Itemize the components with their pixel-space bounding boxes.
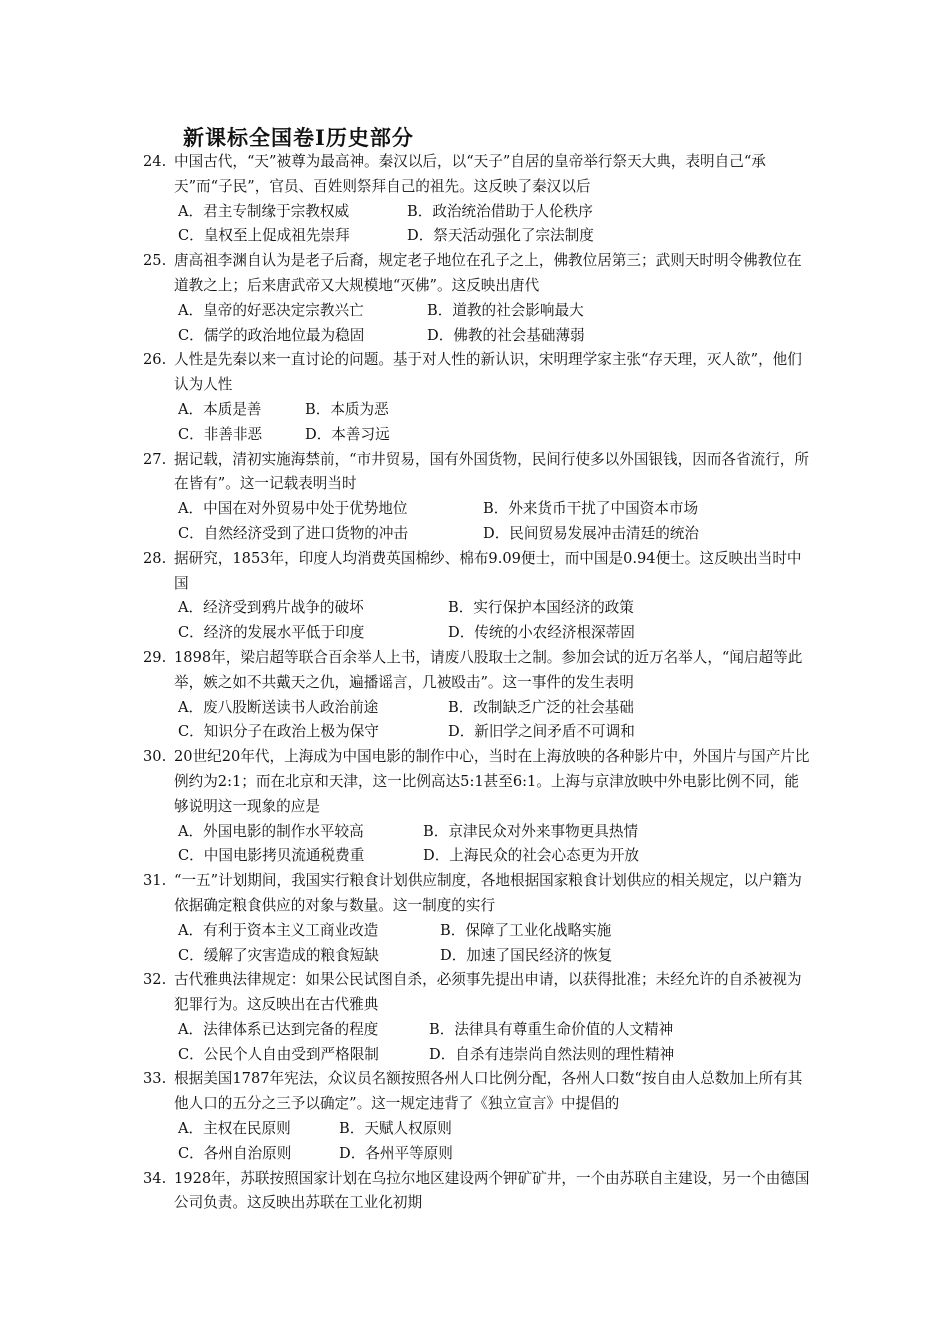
answer-option: A．有利于资本主义工商业改造	[178, 921, 379, 939]
question-stem	[143, 745, 811, 819]
question-item	[143, 547, 811, 646]
answer-option: A．经济受到鸦片战争的破坏	[178, 599, 364, 617]
question-text: 据研究，1853年，印度人均消费英国棉纱、棉布9.09便士，而中国是0.94便士。这反映出当时中国	[174, 549, 802, 592]
answer-option: D．传统的小农经济根深蒂固	[448, 624, 635, 642]
question-stem	[143, 1167, 811, 1217]
answer-option: D．新旧学之间矛盾不可调和	[448, 723, 635, 741]
question-item	[143, 448, 811, 547]
question-text: 根据美国1787年宪法，众议员名额按照各州人口比例分配，各州人口数“按自由人总数加上所有其他人口的五分之三予以确定”。这一规定违背了《独立宣言》中提倡的	[174, 1070, 803, 1113]
question-text: 唐高祖李渊自认为是老子后裔，规定老子地位在孔子之上，佛教位居第三；武则天时明令佛教位在道教之上；后来唐武帝又大规模地“灭佛”。这反映出唐代	[174, 252, 802, 294]
option-row	[143, 497, 811, 522]
question-stem	[143, 869, 811, 919]
question-number: 33.	[143, 1070, 167, 1088]
answer-option: C．儒学的政治地位最为稳固	[178, 326, 365, 344]
question-text: 1898年，梁启超等联合百余举人上书，请废八股取士之制。参加会试的近万名举人，“闻启超等此举，嫉之如不共戴天之仇，遍播谣言，几被殴击”。这一事件的发生表明	[174, 648, 803, 691]
question-number: 25.	[143, 252, 167, 270]
answer-option: D．上海民众的社会心态更为开放	[423, 847, 640, 865]
page-title: 新课标全国卷Ⅰ历史部分	[183, 125, 414, 150]
question-list	[143, 150, 811, 1216]
answer-option: A．皇帝的好恶决定宗教兴亡	[178, 301, 364, 319]
question-stem	[143, 646, 811, 696]
option-row	[143, 596, 811, 621]
answer-option: A．君主专制缘于宗教权威	[178, 202, 350, 220]
question-number: 30.	[143, 748, 167, 766]
option-row	[143, 820, 811, 845]
answer-option: C．公民个人自由受到严格限制	[178, 1045, 379, 1063]
answer-option: A．本质是善	[178, 400, 262, 418]
question-stem	[143, 150, 811, 200]
answer-option: D．各州平等原则	[339, 1144, 453, 1162]
question-number: 28.	[143, 549, 167, 567]
answer-option: B．道教的社会影响最大	[427, 301, 584, 319]
answer-option: A．外国电影的制作水平较高	[178, 822, 364, 840]
question-number: 26.	[143, 351, 167, 369]
answer-option: A．主权在民原则	[178, 1120, 291, 1138]
answer-option: B．实行保护本国经济的政策	[448, 599, 634, 617]
question-text: 中国古代，“天”被尊为最高神。秦汉以后，以“天子”自居的皇帝举行祭天大典，表明自己“承天”而“子民”，官员、百姓则祭拜自己的祖先。这反映了秦汉以后	[174, 153, 766, 195]
answer-option: D．加速了国民经济的恢复	[440, 946, 613, 964]
option-row	[143, 720, 811, 745]
option-row	[143, 224, 811, 249]
answer-option: A．法律体系已达到完备的程度	[178, 1020, 379, 1038]
option-row	[143, 1142, 811, 1167]
answer-option: D．本善习远	[305, 425, 390, 443]
option-row	[143, 398, 811, 423]
question-stem	[143, 448, 811, 498]
answer-option: C．皇权至上促成祖先崇拜	[178, 227, 350, 245]
question-number: 32.	[143, 971, 167, 989]
question-stem	[143, 1067, 811, 1117]
question-number: 27.	[143, 450, 167, 468]
question-item	[143, 1167, 811, 1217]
answer-option: B．改制缺乏广泛的社会基础	[448, 698, 634, 716]
question-item	[143, 249, 811, 348]
option-row	[143, 522, 811, 547]
answer-option: D．自杀有违崇尚自然法则的理性精神	[429, 1045, 675, 1063]
question-item	[143, 745, 811, 869]
answer-option: A．废八股断送读书人政治前途	[178, 698, 379, 716]
answer-option: B．保障了工业化战略实施	[440, 921, 612, 939]
answer-option: D．佛教的社会基础薄弱	[427, 326, 585, 344]
answer-option: A．中国在对外贸易中处于优势地位	[178, 500, 408, 518]
answer-option: D．祭天活动强化了宗法制度	[407, 227, 594, 245]
question-stem	[143, 249, 811, 299]
question-item	[143, 348, 811, 447]
question-text: 1928年，苏联按照国家计划在乌拉尔地区建设两个钾矿矿井，一个由苏联自主建设，另一个由德国公司负责。这反映出苏联在工业化初期	[174, 1169, 810, 1212]
question-stem	[143, 968, 811, 1018]
option-row	[143, 200, 811, 225]
answer-option: D．民间贸易发展冲击清廷的统治	[483, 524, 700, 542]
option-row	[143, 1117, 811, 1142]
question-text: 人性是先秦以来一直讨论的问题。基于对人性的新认识，宋明理学家主张“存天理，灭人欲”，他们认为人性	[174, 351, 802, 394]
option-row	[143, 299, 811, 324]
answer-option: C．自然经济受到了进口货物的冲击	[178, 524, 409, 542]
option-row	[143, 1043, 811, 1068]
question-text: 据记载，清初实施海禁前，“市井贸易，国有外国货物，民间行使多以外国银钱，因而各省流行，所在皆有”。这一记载表明当时	[174, 450, 809, 493]
option-row	[143, 944, 811, 969]
question-number: 31.	[143, 872, 167, 890]
question-item	[143, 646, 811, 745]
option-row	[143, 324, 811, 349]
answer-option: B．法律具有尊重生命价值的人文精神	[429, 1020, 674, 1038]
answer-option: C．缓解了灾害造成的粮食短缺	[178, 946, 379, 964]
answer-option: B．京津民众对外来事物更具热情	[423, 822, 639, 840]
option-row	[143, 844, 811, 869]
question-stem	[143, 348, 811, 398]
answer-option: C．各州自治原则	[178, 1144, 292, 1162]
option-row	[143, 621, 811, 646]
option-row	[143, 423, 811, 448]
answer-option: B．本质为恶	[305, 400, 389, 418]
question-text: “一五”计划期间，我国实行粮食计划供应制度，各地根据国家粮食计划供应的相关规定，以户籍为依据确定粮食供应的对象与数量。这一制度的实行	[174, 872, 802, 914]
answer-option: C．知识分子在政治上极为保守	[178, 723, 379, 741]
question-item	[143, 1067, 811, 1166]
answer-option: C．非善非恶	[178, 425, 263, 443]
option-row	[143, 1018, 811, 1043]
question-stem	[143, 547, 811, 597]
answer-option: B．天赋人权原则	[339, 1120, 452, 1138]
option-row	[143, 696, 811, 721]
question-text: 20世纪20年代，上海成为中国电影的制作中心，当时在上海放映的各种影片中，外国片与国产片比例约为2:1；而在北京和天津，这一比例高达5:1甚至6:1。上海与京津放映中外电影比例不同，能够说明这一现象的应是	[174, 748, 810, 815]
question-item	[143, 150, 811, 249]
question-item	[143, 869, 811, 968]
question-number: 34.	[143, 1169, 167, 1187]
option-row	[143, 919, 811, 944]
question-number: 29.	[143, 648, 167, 666]
question-item	[143, 968, 811, 1067]
answer-option: C．经济的发展水平低于印度	[178, 624, 365, 642]
answer-option: B．外来货币干扰了中国资本市场	[483, 500, 699, 518]
question-text: 古代雅典法律规定：如果公民试图自杀，必须事先提出申请，以获得批准；未经允许的自杀被视为犯罪行为。这反映出在古代雅典	[174, 971, 802, 1014]
answer-option: B．政治统治借助于人伦秩序	[407, 202, 593, 220]
question-number: 24.	[143, 153, 167, 170]
answer-option: C．中国电影拷贝流通税费重	[178, 847, 365, 865]
